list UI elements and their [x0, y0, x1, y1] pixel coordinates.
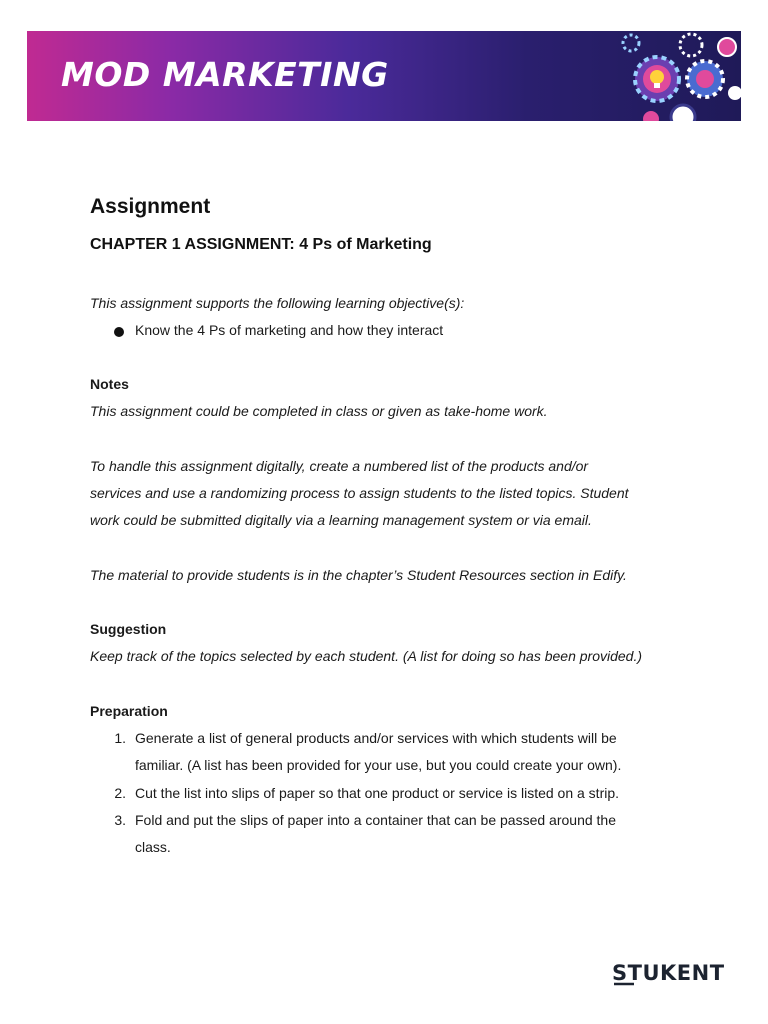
- step-text: Fold and put the slips of paper into a container that can be passed around the: [135, 812, 616, 828]
- preparation-heading: Preparation: [90, 703, 168, 719]
- step-text: class.: [135, 839, 171, 855]
- stukent-logo-text: STUKENT: [612, 961, 725, 985]
- notes-paragraph-line: services and use a randomizing process to assign students to the listed topics. Student: [90, 485, 629, 501]
- bullet-icon: [114, 327, 124, 337]
- objective-intro: This assignment supports the following learning objective(s):: [90, 295, 465, 311]
- notes-heading: Notes: [90, 376, 129, 392]
- notes-line: This assignment could be completed in class or given as take-home work.: [90, 403, 548, 419]
- header-banner: [27, 31, 741, 121]
- suggestion-text: Keep track of the topics selected by each student. (A list for doing so has been provided.): [90, 648, 643, 664]
- notes-paragraph-line: work could be submitted digitally via a learning management system or via email.: [90, 512, 592, 528]
- step-text: familiar. (A list has been provided for your use, but you could create your own).: [135, 757, 622, 773]
- assignment-title: CHAPTER 1 ASSIGNMENT: 4 Ps of Marketing: [90, 236, 432, 253]
- step-text: Cut the list into slips of paper so that one product or service is listed on a strip.: [135, 785, 620, 801]
- step-text: Generate a list of general products and/or services with which students will be: [135, 730, 617, 746]
- step-number: 1.: [114, 730, 126, 746]
- notes-paragraph-line: To handle this assignment digitally, create a numbered list of the products and/or: [90, 458, 589, 474]
- gears-lightbulb-icon: [621, 31, 741, 121]
- notes-material-line: The material to provide students is in the chapter’s Student Resources section in Edify.: [90, 567, 627, 583]
- suggestion-heading: Suggestion: [90, 621, 167, 637]
- stukent-logo: [612, 956, 726, 986]
- banner-title: MOD MARKETING: [61, 55, 389, 94]
- step-number: 3.: [114, 812, 126, 828]
- objective-item: Know the 4 Ps of marketing and how they interact: [135, 322, 444, 338]
- step-number: 2.: [114, 785, 126, 801]
- page-title: Assignment: [90, 195, 211, 218]
